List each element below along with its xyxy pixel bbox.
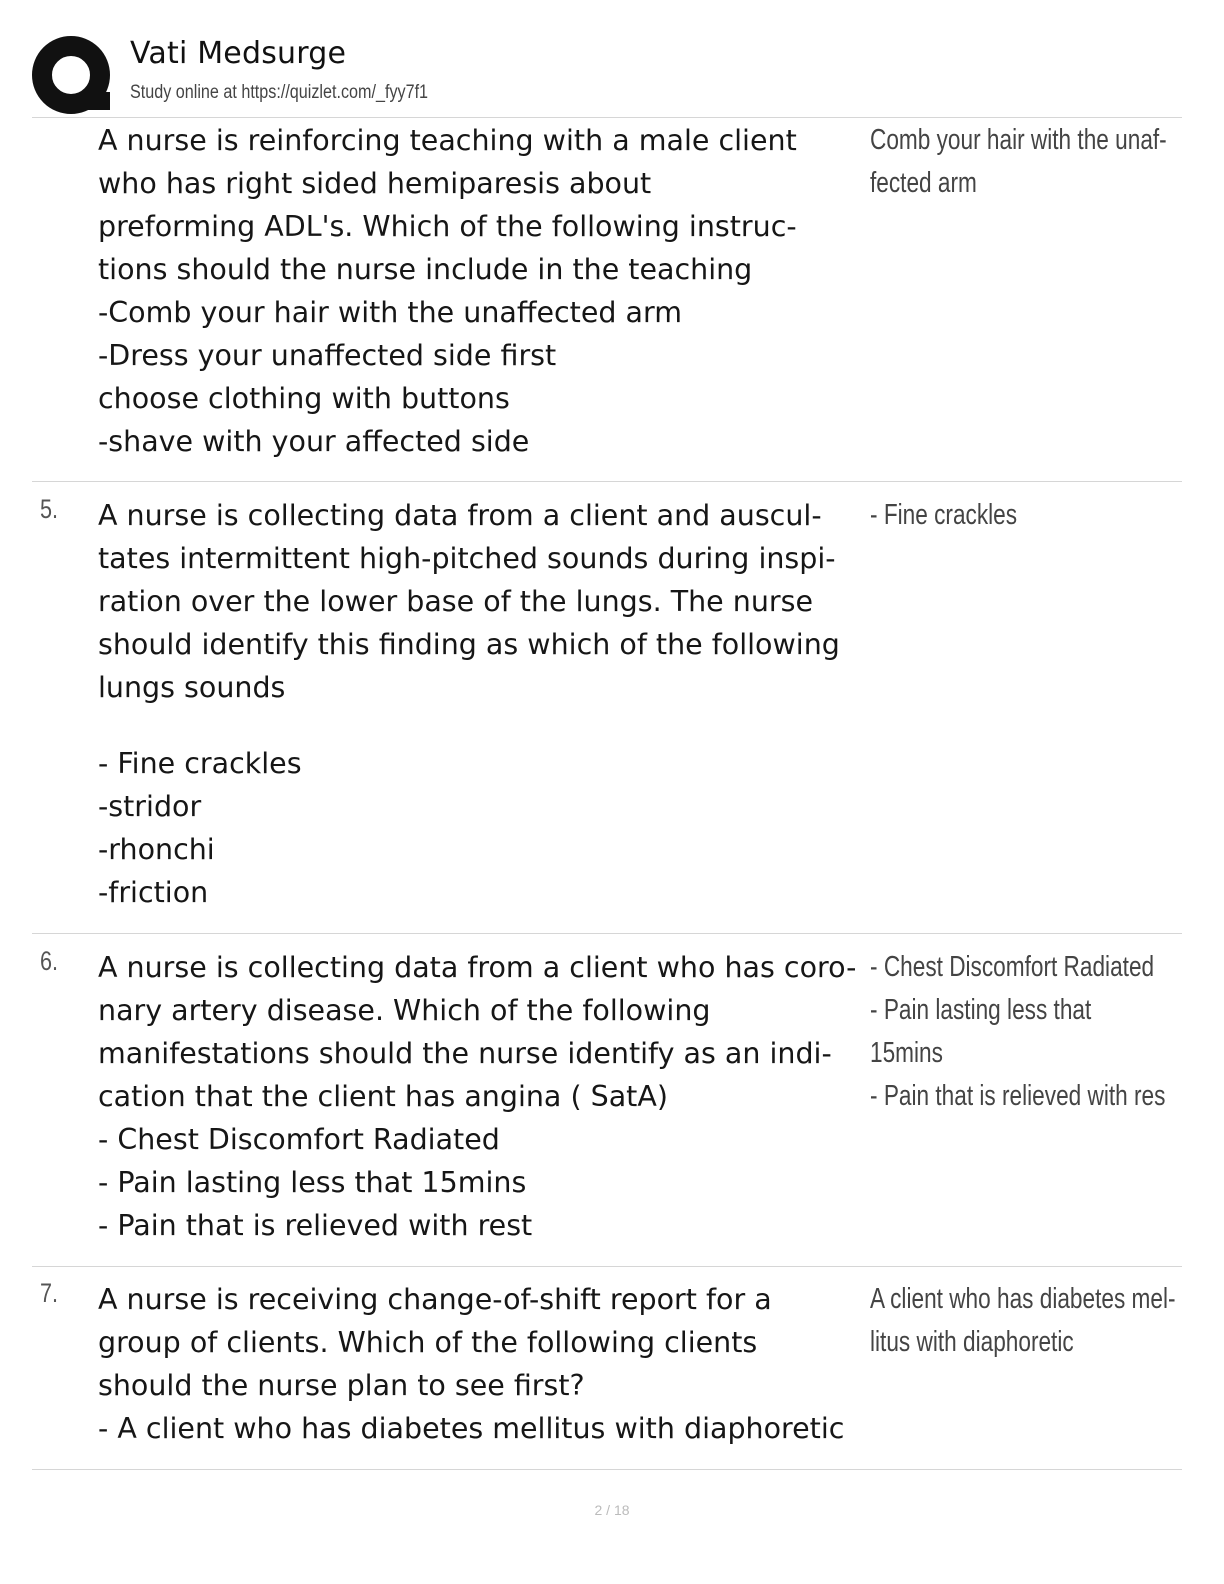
page-number: 2 / 18 (594, 1502, 630, 1518)
divider (32, 933, 1182, 934)
divider (32, 481, 1182, 482)
option-line: -rhonchi (98, 833, 215, 866)
card-number: 6. (40, 946, 59, 976)
divider (32, 117, 1182, 118)
study-online-link[interactable]: Study online at https://quizlet.com/_fyy7f1 (130, 82, 429, 103)
question-text: A nurse is collecting data from a client who has coro- nary artery disease. Which of the following manifestations should the nurse identify as an indi- cation that the client has angina ( SatA) - Chest Discomfort Radiated - Pain lasting less that 15mins - Pain that is relieved with rest (98, 951, 857, 1242)
answer-text: A client who has diabetes mel- litus with diaphoretic (870, 1283, 1176, 1358)
answer-text: - Fine crackles (870, 499, 1018, 531)
question-text: A nurse is collecting data from a client and auscul- tates intermittent high-pitched sounds during inspi- ration over the lower base of the lungs. The nurse should identify this finding as which of the following lungs sounds - Fine crackles -stridor -rhonchi -friction (98, 494, 868, 914)
option-line: -stridor (98, 790, 202, 823)
answer-text: Comb your hair with the unaf- fected arm (870, 124, 1167, 199)
question-text: A nurse is receiving change-of-shift report for a group of clients. Which of the following clients should the nurse plan to see first? - A client who has diabetes mellitus with diaphoretic (98, 1283, 845, 1445)
set-title: Vati Medsurge (130, 36, 347, 71)
card-number: 7. (40, 1278, 59, 1308)
divider (32, 1469, 1182, 1470)
divider (32, 1266, 1182, 1267)
option-line: -friction (98, 876, 209, 909)
question-text: A nurse is reinforcing teaching with a male client who has right sided hemiparesis about preforming ADL's. Which of the following instruc- tions should the nurse include in the teaching -Comb your hair with the unaffected arm -Dress your unaffected side first choose clothing with buttons -shave with your affected side (98, 124, 797, 458)
answer-text: - Chest Discomfort Radiated - Pain lasting less that 15mins - Pain that is relieved with res (870, 951, 1166, 1112)
quizlet-logo-icon (32, 36, 114, 118)
card-number: 5. (40, 494, 59, 524)
option-line: - Fine crackles (98, 747, 302, 780)
page-header (32, 30, 1192, 116)
